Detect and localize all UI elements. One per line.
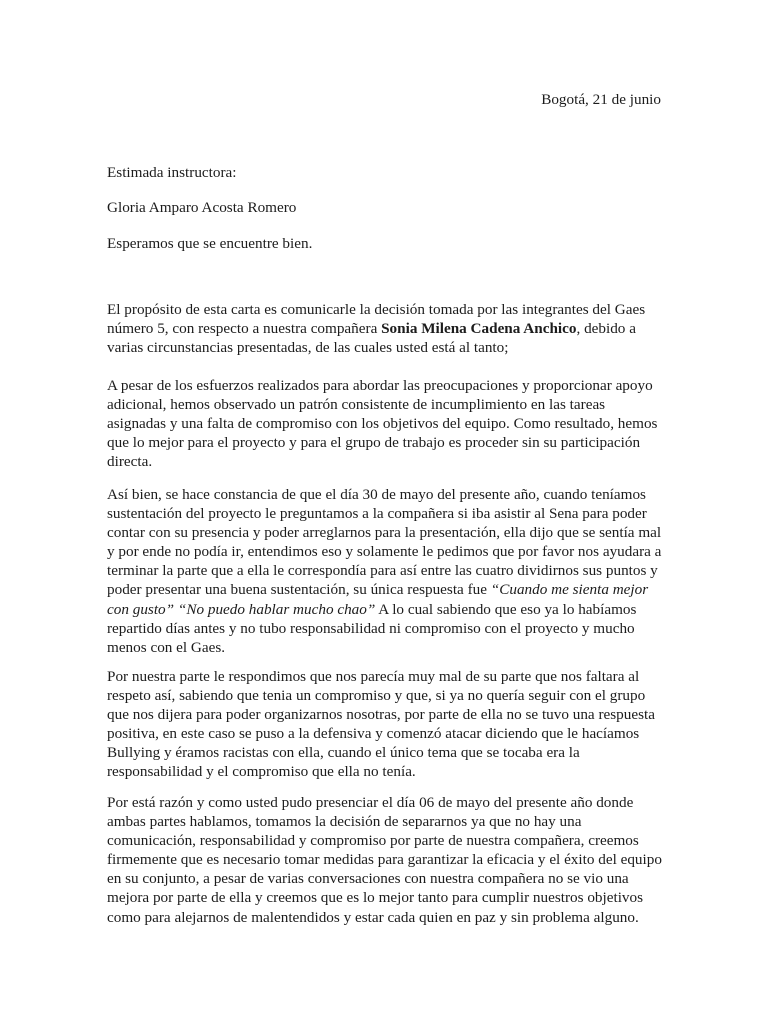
paragraph-efforts: A pesar de los esfuerzos realizados para abordar las preocupaciones y proporcionar apoyo adicional, hemos observado un patrón consistente de incumplimiento en las tareas asignadas y una falta de compromiso con los objetivos del equipo. Como resultado, hemos que lo mejor para el proyecto y para el grupo de trabajo es proceder sin su participación directa. [107, 377, 658, 471]
paragraph-purpose [107, 300, 662, 357]
paragraph-incident-before: Así bien, se hace constancia de que el día 30 de mayo del presente año, cuando teníamos sustentación del proyecto le preguntamos a la compañera si iba asistir al Sena para poder contar con su presencia y poder arreglarnos para la presentación, ella dijo que se sentía mal y por ende no podía ir, entendimos eso y solamente le pedimos que por favor nos ayudara a terminar la parte que a ella le correspondía para así entre las cuatro dividirnos sus puntos y poder presentar una buena sustentación, su única respuesta fue [107, 486, 662, 599]
letter-date: Bogotá, 21 de junio [541, 91, 661, 108]
student-name: Sonia Milena Cadena Anchico [381, 320, 577, 338]
paragraph-response: Por nuestra parte le respondimos que nos parecía muy mal de su parte que nos faltara al respeto así, sabiendo que tenia un compromiso y que, si ya no quería seguir con el grupo que nos dijera para poder organizarnos nosotras, por parte de ella no se tuvo una respuesta positiva, en este caso se puso a la defensiva y comenzó atacar diciendo que le hacíamos Bullying y éramos racistas con ella, cuando el único tema que se tocaba era la responsabilidad y el compromiso que ella no tenía. [107, 668, 655, 781]
recipient-name: Gloria Amparo Acosta Romero [107, 199, 297, 216]
greeting: Esperamos que se encuentre bien. [107, 235, 313, 252]
paragraph-purpose-before: El propósito de esta carta es comunicarle la decisión tomada por las integrantes del Gaes número 5, con respecto a nuestra compañera [107, 301, 646, 338]
salutation: Estimada instructora: [107, 164, 237, 181]
paragraph-incident-after: A lo cual sabiendo que eso ya lo habíamos repartido días antes y no tubo responsabilidad ni compromiso con el proyecto y mucho menos con el Gaes. [107, 600, 637, 656]
paragraph-incident [107, 485, 662, 657]
paragraph-decision: Por está razón y como usted pudo presenciar el día 06 de mayo del presente año donde ambas partes hablamos, tomamos la decisión de separarnos ya que no hay una comunicación, responsabilidad y compromiso por parte de nuestra compañera, creemos firmemente que es necesario tomar medidas para garantizar la eficacia y el éxito del equipo en su conjunto, a pesar de varias conversaciones con nuestra compañera no se vio una mejora por parte de ella y creemos que es lo mejor tanto para cumplir nuestros objetivos como para alejarnos de malentendidos y estar cada quien en paz y sin problema alguno. [107, 794, 662, 926]
quoted-response: “Cuando me sienta mejor con gusto” “No puedo hablar mucho chao” [107, 581, 649, 618]
paragraph-purpose-after: , debido a varias circunstancias presentadas, de las cuales usted está al tanto; [107, 320, 636, 357]
